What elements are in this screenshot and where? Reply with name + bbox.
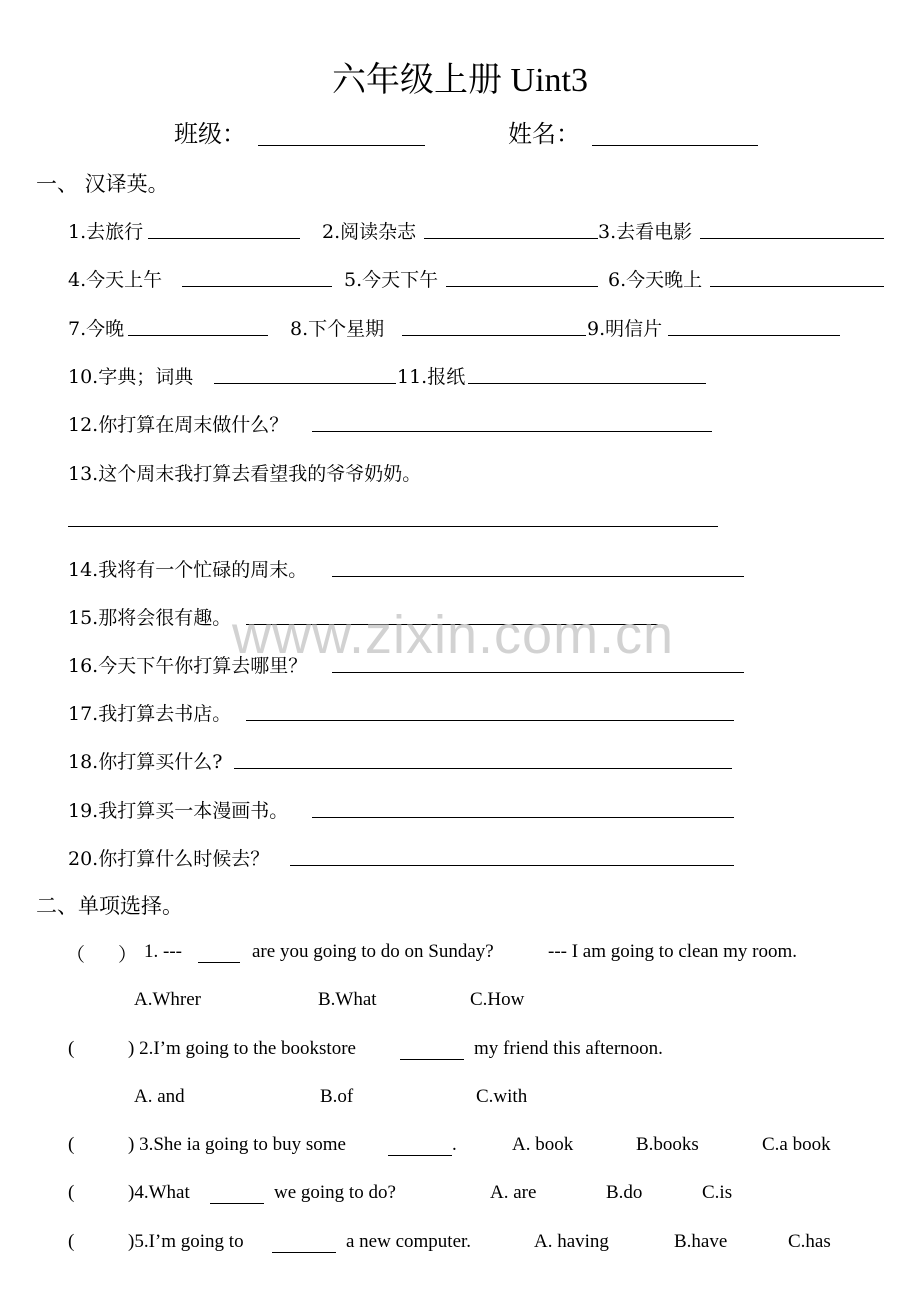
question-label: 9.明信片	[587, 318, 663, 340]
question-label: 14.我将有一个忙碌的周末。	[68, 559, 308, 581]
answer-blank[interactable]	[182, 286, 332, 287]
question-label: 13.这个周末我打算去看望我的爷爷奶奶。	[68, 463, 422, 485]
question-label: 20.你打算什么时候去？	[68, 848, 270, 870]
answer-blank[interactable]	[402, 335, 586, 336]
question-stem: .	[452, 1134, 457, 1155]
question-stem: )4.What	[128, 1182, 190, 1203]
question-label: 5.今天下午	[344, 269, 439, 291]
section2-heading: 二、单项选择。	[36, 894, 183, 918]
answer-blank[interactable]	[234, 768, 732, 769]
question-stem: we going to do?	[274, 1182, 396, 1203]
question-label: 3.去看电影	[598, 221, 693, 243]
answer-blank[interactable]	[446, 286, 598, 287]
question-stem: ) 2.I’m going to the bookstore	[128, 1038, 356, 1059]
question-label: 4.今天上午	[68, 269, 163, 291]
option-c[interactable]: C.How	[470, 989, 525, 1010]
question-label: 15.那将会很有趣。	[68, 607, 232, 629]
question-label: 2.阅读杂志	[322, 221, 417, 243]
question-stem: ) 3.She ia going to buy some	[128, 1134, 346, 1155]
question-label: 6.今天晚上	[608, 269, 703, 291]
answer-blank[interactable]	[424, 238, 598, 239]
page-title: 六年级上册 Uint3	[332, 62, 588, 99]
answer-paren-open: （	[66, 944, 86, 966]
question-stem: a new computer.	[346, 1231, 472, 1252]
answer-blank[interactable]	[400, 1059, 464, 1060]
name-blank[interactable]	[592, 145, 758, 146]
name-label: 姓名：	[508, 120, 580, 148]
answer-blank[interactable]	[700, 238, 884, 239]
class-label: 班级：	[174, 120, 246, 148]
option-b[interactable]: B.have	[674, 1231, 728, 1252]
option-a[interactable]: A. and	[134, 1086, 185, 1107]
answer-blank[interactable]	[388, 1155, 452, 1156]
option-b[interactable]: B.of	[320, 1086, 354, 1107]
answer-blank[interactable]	[668, 335, 840, 336]
question-label: 8.下个星期	[290, 318, 385, 340]
watermark: www.zixin.com.cn	[232, 605, 675, 665]
answer-paren-open: (	[68, 1038, 75, 1059]
answer-blank[interactable]	[246, 720, 734, 721]
answer-blank[interactable]	[312, 431, 712, 432]
option-c[interactable]: C.a book	[762, 1134, 831, 1155]
option-c[interactable]: C.with	[476, 1086, 528, 1107]
question-stem: 1. ---	[144, 941, 182, 962]
question-label: 7.今晚	[68, 318, 125, 340]
answer-paren-open: (	[68, 1134, 75, 1155]
option-b[interactable]: B.do	[606, 1182, 643, 1203]
option-a[interactable]: A. are	[490, 1182, 537, 1203]
question-stem: my friend this afternoon.	[474, 1038, 663, 1059]
option-a[interactable]: A. having	[534, 1231, 609, 1252]
answer-blank[interactable]	[332, 672, 744, 673]
answer-blank[interactable]	[148, 238, 300, 239]
answer-blank[interactable]	[332, 576, 744, 577]
class-blank[interactable]	[258, 145, 425, 146]
option-a[interactable]: A. book	[512, 1134, 574, 1155]
answer-blank[interactable]	[128, 335, 268, 336]
question-stem: are you going to do on Sunday?	[252, 941, 494, 962]
question-label: 1.去旅行	[68, 221, 144, 243]
question-label: 18.你打算买什么?	[68, 751, 223, 773]
answer-blank[interactable]	[468, 383, 706, 384]
answer-blank[interactable]	[710, 286, 884, 287]
section1-heading: 一、 汉译英。	[36, 172, 169, 196]
answer-paren-open: (	[68, 1231, 75, 1252]
option-c[interactable]: C.is	[702, 1182, 733, 1203]
question-label: 11.报纸	[397, 366, 466, 388]
answer-blank[interactable]	[290, 865, 734, 866]
question-stem: --- I am going to clean my room.	[548, 941, 798, 962]
question-stem: )5.I’m going to	[128, 1231, 244, 1252]
answer-blank[interactable]	[210, 1203, 264, 1204]
question-label: 19.我打算买一本漫画书。	[68, 800, 289, 822]
question-label: 12.你打算在周末做什么？	[68, 414, 289, 436]
answer-blank[interactable]	[272, 1252, 336, 1253]
question-label: 10.字典；词典	[68, 366, 194, 388]
option-c[interactable]: C.has	[788, 1231, 831, 1252]
answer-blank[interactable]	[68, 526, 718, 527]
question-label: 16.今天下午你打算去哪里？	[68, 655, 308, 677]
question-label: 17.我打算去书店。	[68, 703, 232, 725]
option-b[interactable]: B.What	[318, 989, 377, 1010]
answer-blank[interactable]	[312, 817, 734, 818]
option-a[interactable]: A.Whrer	[134, 989, 201, 1010]
answer-paren-close: ）	[118, 944, 138, 966]
answer-paren-open: (	[68, 1182, 75, 1203]
answer-blank[interactable]	[198, 962, 240, 963]
option-b[interactable]: B.books	[636, 1134, 699, 1155]
answer-blank[interactable]	[214, 383, 396, 384]
